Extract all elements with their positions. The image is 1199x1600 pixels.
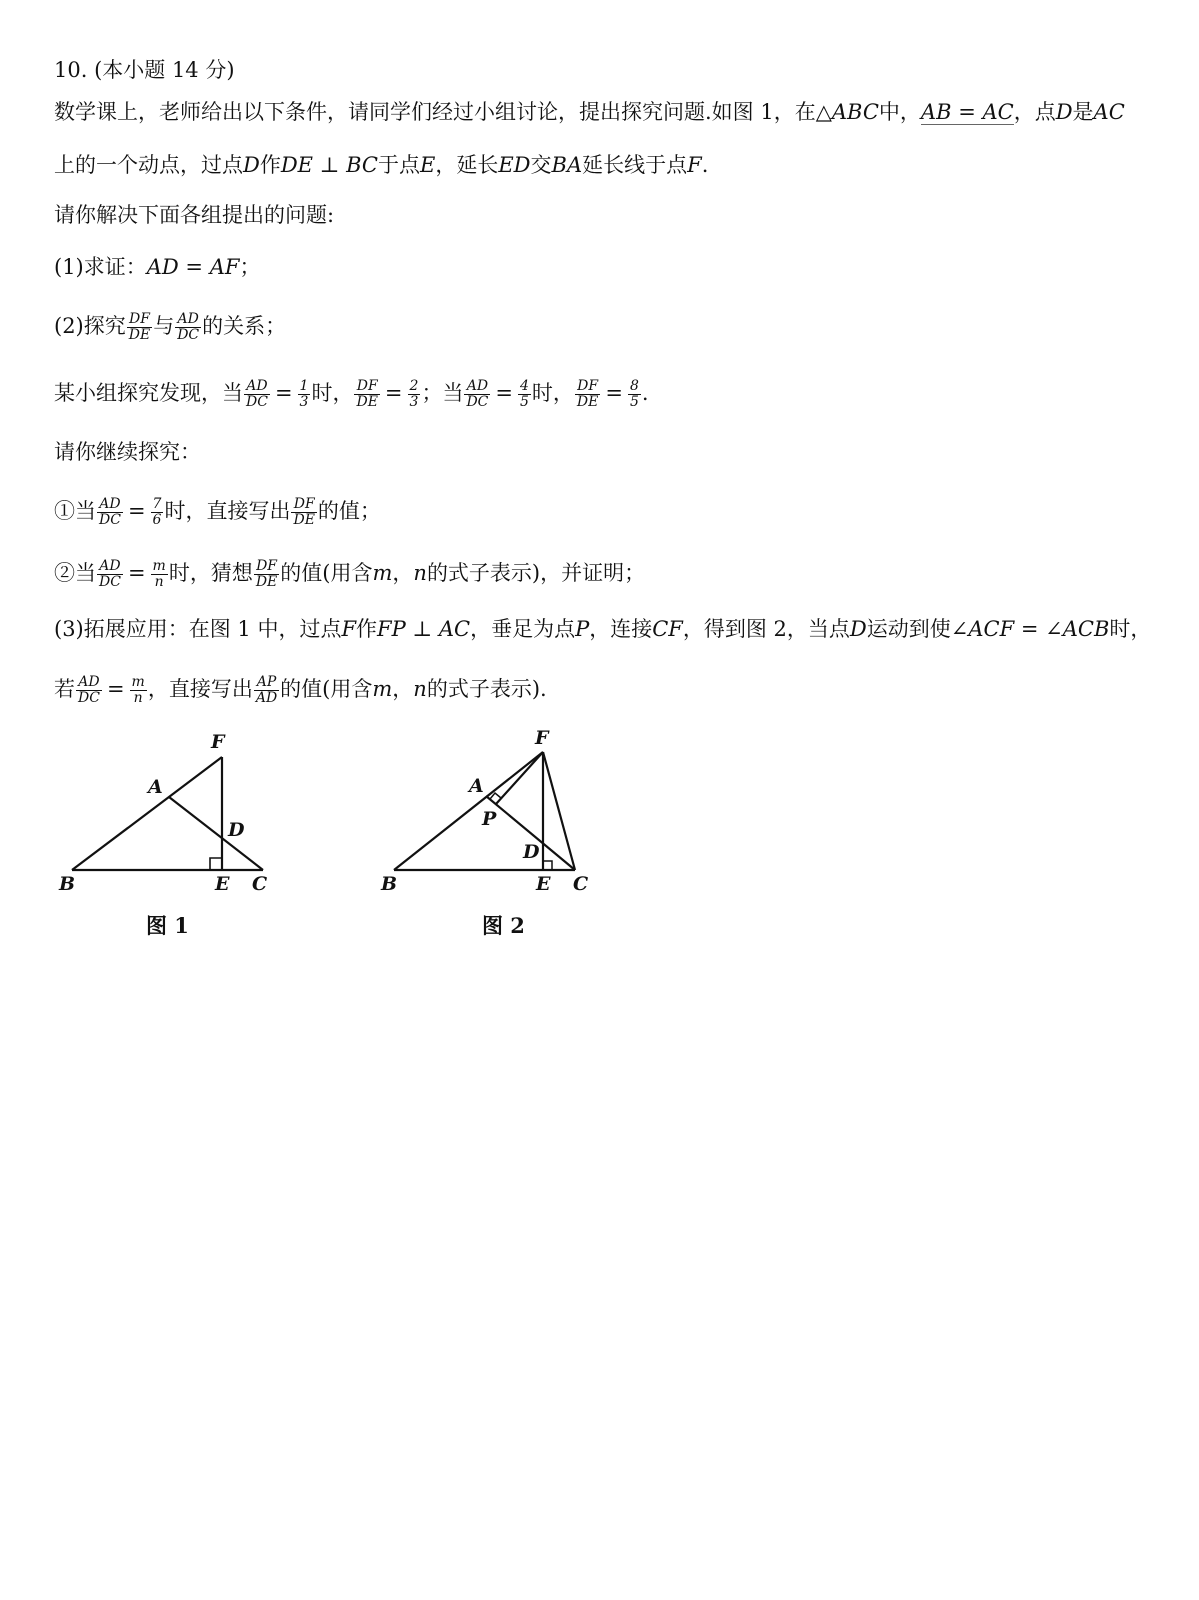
- text: ，得到图 2，当点: [682, 617, 850, 641]
- text: ，直接写出: [147, 677, 253, 701]
- text: 交: [530, 153, 552, 177]
- denominator: DC: [177, 327, 200, 343]
- math: n: [413, 677, 427, 701]
- math: D: [243, 153, 260, 177]
- math: D: [849, 617, 867, 641]
- label-P: P: [482, 808, 497, 830]
- numerator: DF: [575, 379, 600, 395]
- denominator: DC: [246, 394, 268, 410]
- denominator: DE: [356, 394, 378, 410]
- label-F: F: [535, 727, 549, 749]
- equals-sign: =: [106, 677, 125, 701]
- text: 时，: [1109, 617, 1152, 641]
- denominator: 3: [409, 394, 419, 410]
- denominator: DE: [255, 574, 278, 590]
- denominator: DC: [78, 690, 100, 706]
- math: FP ⊥ AC: [377, 617, 471, 641]
- math: ∠ACF = ∠ACB: [950, 617, 1110, 641]
- denominator: DC: [99, 574, 121, 590]
- math-condition: AB = AC: [920, 100, 1014, 124]
- equals-sign: =: [274, 381, 293, 405]
- numerator: AD: [464, 379, 490, 395]
- numerator: AD: [175, 312, 201, 328]
- numerator: 4: [520, 378, 529, 394]
- numerator: 1: [299, 378, 309, 394]
- numerator: 7: [152, 496, 162, 512]
- segment-ac: [169, 797, 263, 870]
- math: P: [575, 617, 590, 641]
- denominator: n: [133, 690, 143, 706]
- math: D: [1055, 100, 1073, 124]
- text: ，: [392, 677, 414, 701]
- label-B: B: [381, 873, 398, 895]
- text: 请你继续探究：: [54, 440, 201, 464]
- text: (1)求证：: [54, 255, 147, 279]
- text: 是: [1072, 100, 1094, 124]
- text: 某小组探究发现，当: [54, 381, 243, 405]
- text: 的式子表示).: [426, 677, 547, 701]
- math: F: [341, 617, 357, 641]
- text: 若: [54, 677, 75, 701]
- numerator: 2: [409, 378, 419, 394]
- numerator: AD: [76, 675, 102, 691]
- figure-1-caption: 图 1: [146, 913, 189, 938]
- math: ED: [498, 153, 531, 177]
- denominator: 5: [520, 394, 529, 410]
- denominator: DC: [99, 512, 121, 528]
- label-E: E: [215, 873, 230, 895]
- text: 于点: [378, 153, 420, 177]
- text: 作: [259, 153, 281, 177]
- text: 的值(用含: [280, 561, 373, 585]
- text: 的值；: [317, 499, 381, 523]
- math: E: [420, 153, 436, 177]
- numerator: DF: [354, 379, 379, 395]
- math: CF: [652, 617, 683, 641]
- text: .: [641, 381, 649, 405]
- math: BA: [551, 153, 583, 177]
- numerator: AP: [254, 675, 279, 691]
- label-C: C: [252, 873, 268, 895]
- label-F: F: [211, 731, 225, 753]
- text: 的式子表示)，并证明；: [426, 561, 646, 585]
- numerator: 8: [629, 378, 639, 394]
- equals-sign: =: [605, 381, 623, 405]
- text: ，延长: [435, 153, 499, 177]
- label-C: C: [573, 873, 589, 895]
- math: AD = AF: [146, 255, 240, 279]
- text: 时，: [311, 381, 354, 405]
- math: n: [413, 561, 427, 585]
- text: 时，猜想: [168, 561, 253, 585]
- denominator: n: [154, 574, 164, 590]
- denominator: DE: [128, 327, 151, 343]
- math: DE ⊥ BC: [280, 153, 378, 177]
- math: AC: [1093, 100, 1125, 124]
- text: 中，: [878, 100, 921, 124]
- numerator: m: [152, 558, 166, 574]
- text: .: [701, 153, 709, 177]
- numerator: AD: [97, 497, 123, 513]
- segment-bf: [72, 757, 222, 870]
- numerator: AD: [244, 379, 270, 395]
- label-D: D: [228, 819, 245, 841]
- text: 延长线于点: [582, 153, 688, 177]
- text: 运动到使: [866, 617, 951, 641]
- right-angle-mark: [210, 858, 222, 870]
- denominator: DE: [293, 512, 315, 528]
- text: 请你解决下面各组提出的问题:: [54, 203, 335, 227]
- math: m: [372, 677, 393, 701]
- text: ①当: [54, 499, 96, 523]
- segment-bf: [394, 752, 543, 870]
- equals-sign: =: [495, 381, 513, 405]
- text: ，点: [1013, 100, 1056, 124]
- label-A: A: [148, 776, 163, 798]
- denominator: 6: [152, 512, 162, 528]
- numerator: AD: [97, 559, 123, 575]
- denominator: DE: [576, 394, 599, 410]
- text: 时，直接写出: [164, 499, 291, 523]
- text: (2)探究: [54, 314, 126, 338]
- text: 的值(用含: [280, 677, 373, 701]
- equals-sign: =: [384, 381, 403, 405]
- label-B: B: [59, 873, 76, 895]
- numerator: DF: [127, 312, 152, 328]
- text: ；当: [421, 381, 464, 405]
- right-angle-mark-e: [543, 861, 552, 870]
- text: 上的一个动点，过点: [54, 153, 243, 177]
- text: 作: [356, 617, 378, 641]
- math: m: [372, 561, 393, 585]
- text: ，垂足为点: [470, 617, 576, 641]
- text: ，连接: [589, 617, 653, 641]
- label-E: E: [536, 873, 551, 895]
- text: ，: [392, 561, 414, 585]
- label-A: A: [469, 775, 484, 797]
- text: (3)拓展应用：在图 1 中，过点: [54, 617, 342, 641]
- text: 时，: [531, 381, 574, 405]
- equals-sign: =: [127, 561, 146, 585]
- text: ②当: [54, 561, 96, 585]
- text: 数学课上，老师给出以下条件，请同学们经过小组讨论，提出探究问题.如图 1，在△: [54, 100, 832, 124]
- denominator: DC: [466, 394, 489, 410]
- math: F: [687, 153, 702, 177]
- figure-2-caption: 图 2: [482, 913, 525, 938]
- numerator: m: [131, 674, 145, 690]
- numerator: DF: [254, 559, 279, 575]
- denominator: AD: [255, 690, 278, 706]
- math: ABC: [831, 100, 879, 124]
- segment-fc: [543, 752, 575, 870]
- text: 与: [153, 314, 175, 338]
- label-D: D: [523, 841, 540, 863]
- text: ；: [239, 255, 261, 279]
- header-text: 10. (本小题 14 分): [54, 58, 235, 82]
- equals-sign: =: [127, 499, 146, 523]
- denominator: 3: [299, 394, 309, 410]
- numerator: DF: [291, 497, 316, 513]
- text: 的关系；: [202, 314, 287, 338]
- denominator: 5: [629, 394, 639, 410]
- segment-fp: [496, 752, 543, 804]
